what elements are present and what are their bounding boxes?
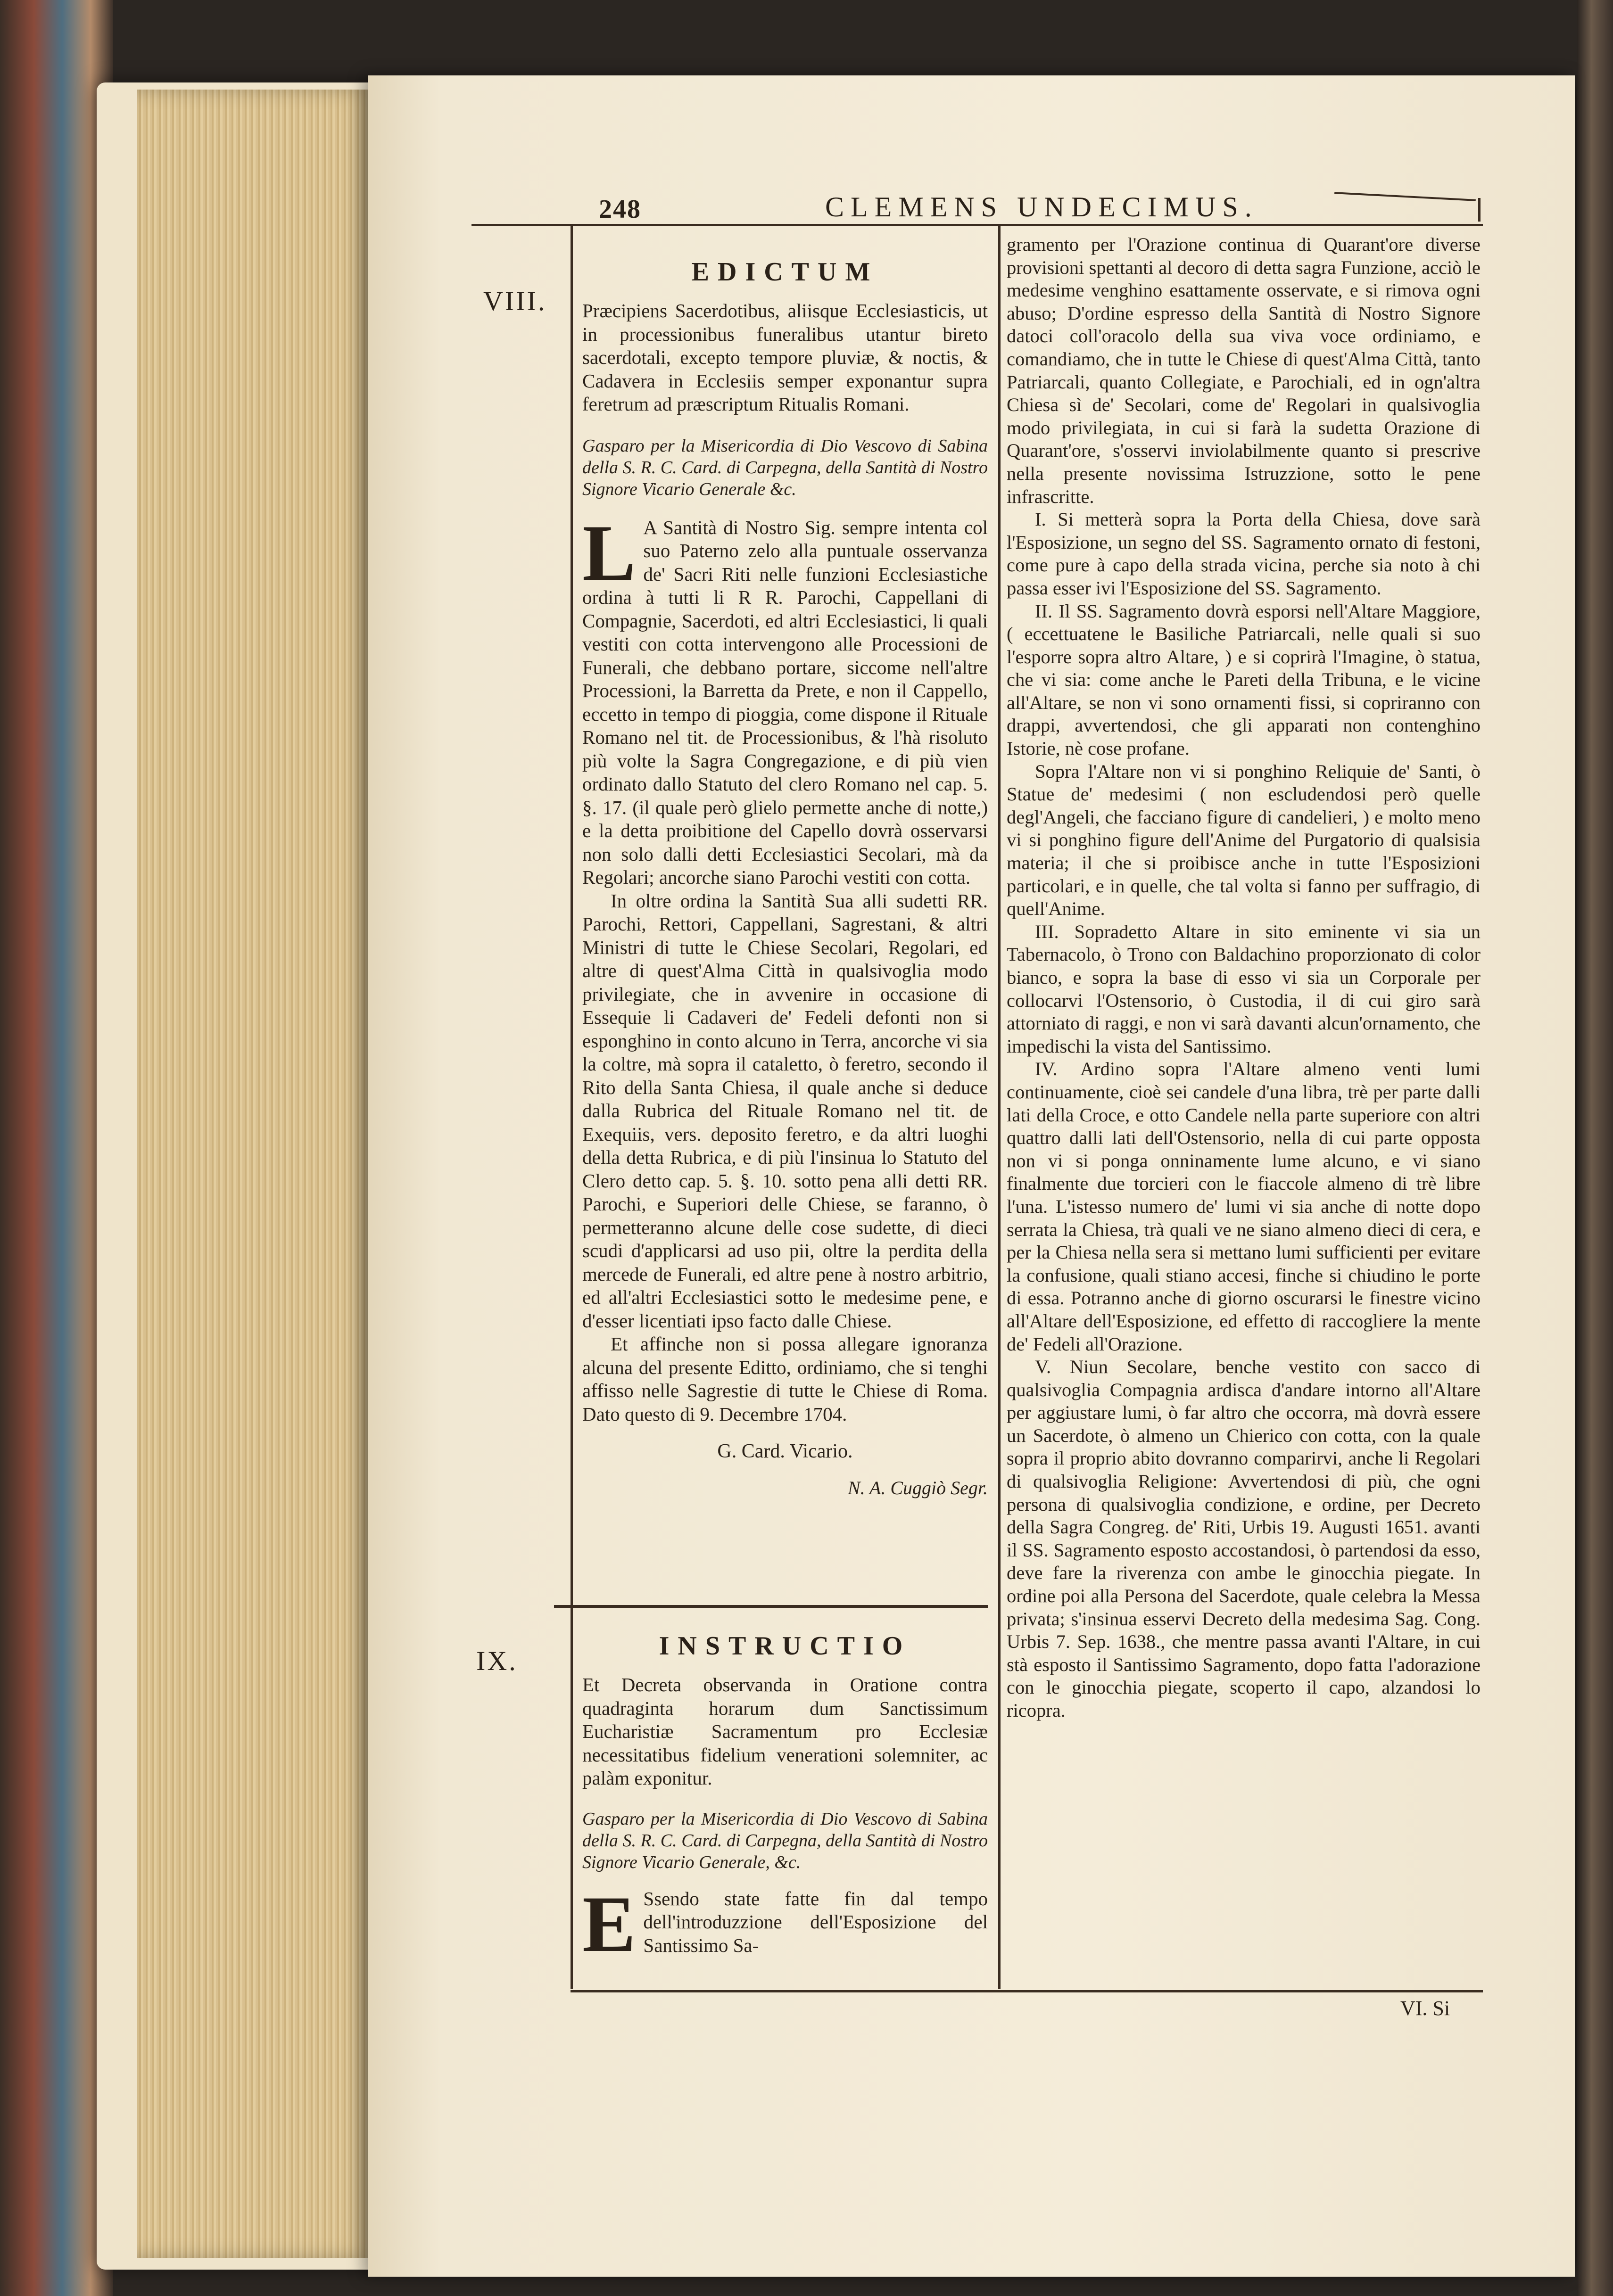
section-ix-summary: Et Decreta observanda in Oratione contra quadraginta horarum dum Sanctissimum Eucharistiæ Sacramentum pro Ecclesiæ necessitatibus fidelium venerationi solemniter, ac palàm exponitur. bbox=[582, 1674, 988, 1789]
right-paragraph-5: III. Sopradetto Altare in sito eminente vi sia un Tabernacolo, ò Trono con Baldachino proporzionato di color bianco, e sopra la base di esso vi sia un Corporale per collocarvi l'Ostensorio, ò Custodia, il di cui giro sarà attorniato di raggi, e non vi sarà davanti alcun'ornamento, che impedischi la vista del Santissimo. bbox=[1007, 921, 1481, 1057]
header-rule bbox=[471, 224, 1483, 226]
section-number-ix: IX. bbox=[476, 1646, 518, 1676]
backdrop-left bbox=[0, 0, 113, 2296]
catchword: VI. Si bbox=[1400, 1997, 1450, 2020]
section-number-viii: VIII. bbox=[483, 286, 547, 316]
section-viii bbox=[582, 257, 988, 1499]
left-frame-rule bbox=[571, 226, 573, 1989]
section-divider-rule bbox=[554, 1605, 988, 1608]
right-paragraph-4: Sopra l'Altare non vi si ponghino Reliquie de' Santi, ò Statue de' medesimi ( non escludendosi però quelle degl'Angeli, che facciano figure di candelieri, ) e molto meno vi si ponghino figure dell'Anime del Purgatorio di qualsisia materia; il che si proibisce anche in tutte l'Esposizioni particolari, e in quelle, che tal volta si fanno per suffragio, di quell'Anime. bbox=[1007, 760, 1481, 920]
right-frame-rule-top bbox=[1478, 198, 1481, 222]
section-viii-paragraph-1: LA Santità di Nostro Sig. sempre intenta col suo Paterno zelo alla puntuale osservanza de' Sacri Riti nelle funzioni Ecclesiastiche ordina à tutti li R R. Parochi, Cappellani di Compagnie, Sacerdoti, ed altri Ecclesiastici, li quali vestiti con cotta intervengono alle Processioni de Funerali, che debbano portare, siccome nell'altre Processioni, la Barretta da Prete, e non il Cappello, eccetto in tempo di pioggia, come dispone il Rituale Romano nel tit. de Processionibus, & l'hà risoluto più volte la Sagra Congregazione, e di più vien ordinato dallo Statuto del clero Romano nel cap. 5. §. 17. (il quale però glielo permette anche di notte,) e la detta proibitione del Capello dovrà osservarsi non solo dalli detti Ecclesiastici Secolari, mà da Regolari; ancorche siano Parochi vestiti con cotta. bbox=[582, 508, 988, 888]
section-viii-paragraph-3: Et affinche non si possa allegare ignoranza alcuna del presente Editto, ordiniamo, che si tenghi affisso nelle Sagrestie di tutte le Chiese di Roma. Dato questo di 9. Decembre 1704. bbox=[582, 1333, 988, 1425]
facing-page-edge bbox=[1577, 0, 1613, 2296]
right-paragraph-7: V. Niun Secolare, benche vestito con sacco di qualsivoglia Compagnia ardisca d'andare intorno all'Altare per aggiustare lumi, ò far altro che occorra, mà dovrà essere un Sacerdote, ò almeno un Chierico con cotta, con la quale sopra il proprio abito dovranno comparirvi, anche li Regolari di qualsivoglia Religione: Avvertendosi di più, che ogni persona di qualsivoglia condizione, e ordine, per Decreto della Sagra Congreg. de' Riti, Urbis 19. Augusti 1651. avanti il SS. Sagramento esposto accostandosi, ò partendosi da esso, deve fare la riverenza con ambe le ginocchia piegate. In ordine poi alla Persona del Sacerdote, quale celebra la Messa privata; s'insinua esservi Decreto della medesima Sag. Cong. Urbis 7. Sep. 1638., che mentre passa avanti l'Altare, in cui stà esposto il Santissimo Sagramento, dopo fatta l'adorazione con le ginocchia piegate, scoperto il capo, alzandosi lo ricopra. bbox=[1007, 1356, 1481, 1721]
section-viii-issuer: Gasparo per la Misericordia di Dio Vescovo di Sabina della S. R. C. Card. di Carpegna, della Santità di Nostro Signore Vicario Generale &c. bbox=[582, 436, 988, 499]
section-viii-summary: Præcipiens Sacerdotibus, aliisque Ecclesiasticis, ut in processionibus funeralibus utantur bireto sacerdotali, excepto tempore pluviæ, & noctis, & Cadavera in Ecclesiis semper exponantur supra feretrum ad præscriptum Ritualis Romani. bbox=[582, 300, 988, 415]
section-ix-title: INSTRUCTIO bbox=[659, 1631, 911, 1661]
right-paragraph-6: IV. Ardino sopra l'Altare almeno venti lumi continuamente, cioè sei candele d'una libra, trè per parte dalli lati della Croce, e otto Candele nella parte superiore con altri quattro dalli lati dell'Ostensorio, nella di cui parte opposta non vi si ponga onninamente lume alcuno, e vi siano finalmente due torcieri con le fiaccole almeno di trè libre l'una. L'istesso numero de' lumi vi sia anche di notte dopo serrata la Chiesa, trà quali ve ne siano almeno dieci di cera, e per la Chiesa nella sera si mettano lumi sufficienti per evitare la confusione, quali stiano accesi, finche si chiudino le porte di essa. Potranno anche di giorno oscurarsi le finestre vicino all'Altare dell'Esposizione, ed effetto di raccogliere la mente de' Fedeli all'Orazione. bbox=[1007, 1058, 1481, 1355]
vicar-signature: G. Card. Vicario. bbox=[717, 1440, 853, 1462]
footer-rule bbox=[571, 1990, 1483, 1992]
section-ix-opening: ESsendo state fatte fin dal tempo dell'introduzzione dell'Esposizione del Santissimo Sa- bbox=[582, 1879, 988, 1968]
column-divider bbox=[998, 226, 1001, 1989]
right-column bbox=[1007, 233, 1481, 1722]
right-paragraph-2: I. Si metterà sopra la Porta della Chiesa, dove sarà l'Esposizione, un segno del SS. Sagramento ornato di festoni, come pure à capo della strada vicina, perche sia noto à chi passa esser ivi l'Esposizione del SS. Sagramento. bbox=[1007, 509, 1481, 599]
running-head: CLEMENS UNDECIMUS. bbox=[825, 191, 1258, 222]
right-paragraph-1: gramento per l'Orazione continua di Quarant'ore diverse provisioni spettanti al decoro di detta sagra Funzione, acciò le medesime venghino esattamente osservate, e si rimova ogni abuso; D'ordine espresso della Santità di Nostro Signore datoci coll'oracolo della sua viva voce ordiniamo, e comandiamo, che in tutte le Chiese di quest'Alma Città, tanto Patriarcali, quanto Collegiate, e Parochiali, ed in ogn'altra Chiesa sì de' Secolari, come de' Regolari in qualsivoglia modo privilegiata, in cui si farà la sudetta Orazione di Quarant'ore, s'osservi inviolabilmente quanto si prescrive nella presente novissima Istruzzione, sotto le pene infrascritte. bbox=[1007, 234, 1481, 507]
page-edges bbox=[137, 90, 372, 2258]
section-viii-paragraph-2: In oltre ordina la Santità Sua alli sudetti RR. Parochi, Rettori, Cappellani, Sagrestani, & altri Ministri di tutte le Chiese Secolari, Regolari, ed altre di quest'Alma Città in qualsivoglia modo privilegiate, che in avvenire in occasione di Essequie li Cadaveri de' Fedeli defonti non si esponghino in conto alcuno in Terra, ancorche vi sia la coltre, mà sopra il cataletto, ò feretro, secondo il Rito della Santa Chiesa, il quale anche si deduce dalla Rubrica del Rituale Romano nel tit. de Exequiis, vers. deposito feretro, e da altri luoghi della detta Rubrica, e di più l'insinua lo Statuto del Clero detto cap. 5. §. 10. sotto pena alli detti RR. Parochi, e Superiori delle Chiese, se faranno, ò permetteranno alcune delle cose sudette, di dieci scudi d'applicarsi ad uso pii, oltre la perdita della mercede de Funerali, ed altre pene à nostro arbitrio, ed all'altri Ecclesiastici sotto le medesime pene, e d'esser licentiati ipso facto dalle Chiese. bbox=[582, 889, 988, 1332]
section-ix-issuer: Gasparo per la Misericordia di Dio Vescovo di Sabina della S. R. C. Card. di Carpegna, della Santità di Nostro Signore Vicario Generale, &c. bbox=[582, 1809, 988, 1872]
section-viii-title: EDICTUM bbox=[691, 257, 879, 287]
secretary-signature: N. A. Cuggiò Segr. bbox=[847, 1477, 988, 1498]
right-paragraph-3: II. Il SS. Sagramento dovrà esporsi nell'Altare Maggiore, ( eccettuatene le Basiliche Patriarcali, nelle quali si suo l'esporre sopra altro Altare, ) e si coprirà l'Imagine, ò statua, che vi sia: come anche le Pareti della Tribuna, e le vicine all'Altare, se non vi sono ornamenti fissi, si copriranno con drappi, avvertendosi, che gli apparati non contenghino Istorie, nè cose profane. bbox=[1007, 600, 1481, 759]
page-number: 248 bbox=[599, 195, 641, 224]
section-ix bbox=[582, 1631, 988, 1968]
